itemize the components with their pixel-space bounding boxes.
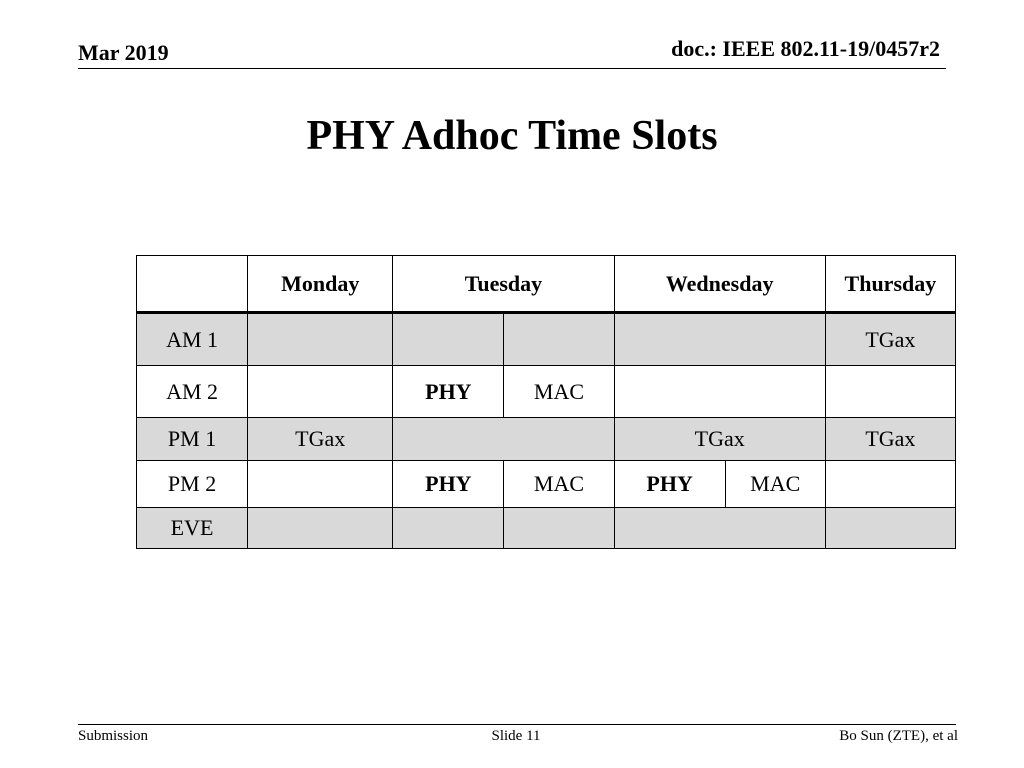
table-header-row <box>137 256 956 313</box>
cell-wednesday-b: MAC <box>725 461 825 508</box>
header-monday: Monday <box>248 256 393 313</box>
footer-divider <box>78 724 956 725</box>
cell-tuesday <box>393 418 614 461</box>
cell-monday <box>248 461 393 508</box>
slot-label: AM 1 <box>137 313 248 366</box>
cell-wednesday <box>614 508 825 549</box>
cell-tuesday-a <box>393 313 504 366</box>
cell-wednesday: TGax <box>614 418 825 461</box>
cell-thursday <box>825 508 955 549</box>
table-row <box>137 366 956 418</box>
cell-monday <box>248 508 393 549</box>
time-slot-table <box>136 255 956 549</box>
cell-thursday: TGax <box>825 418 955 461</box>
cell-tuesday-b <box>504 313 614 366</box>
footer-slide-number: Slide 11 <box>491 728 541 744</box>
cell-thursday: TGax <box>825 313 955 366</box>
slot-label: EVE <box>137 508 248 549</box>
footer-author: Bo Sun (ZTE), et al <box>839 728 958 744</box>
cell-wednesday-a: PHY <box>614 461 725 508</box>
header-date: Mar 2019 <box>78 40 169 65</box>
header-divider <box>78 68 946 69</box>
table-row <box>137 508 956 549</box>
cell-tuesday-a <box>393 508 504 549</box>
header-tuesday: Tuesday <box>393 256 614 313</box>
slide-title: PHY Adhoc Time Slots <box>306 113 718 159</box>
corner-cell <box>137 256 248 313</box>
cell-monday: TGax <box>248 418 393 461</box>
cell-thursday <box>825 366 955 418</box>
slot-label: AM 2 <box>137 366 248 418</box>
table-row <box>137 418 956 461</box>
slot-label: PM 1 <box>137 418 248 461</box>
cell-thursday <box>825 461 955 508</box>
cell-monday <box>248 366 393 418</box>
header-doc-id: doc.: IEEE 802.11-19/0457r2 <box>671 36 940 61</box>
slot-label: PM 2 <box>137 461 248 508</box>
cell-tuesday-b: MAC <box>504 366 614 418</box>
header-wednesday: Wednesday <box>614 256 825 313</box>
cell-tuesday-b: MAC <box>504 461 614 508</box>
cell-tuesday-b <box>504 508 614 549</box>
table-row <box>137 461 956 508</box>
footer-submission: Submission <box>78 728 149 744</box>
cell-wednesday <box>614 313 825 366</box>
cell-tuesday-a: PHY <box>393 461 504 508</box>
cell-wednesday <box>614 366 825 418</box>
header-thursday: Thursday <box>825 256 955 313</box>
table-row <box>137 313 956 366</box>
cell-monday <box>248 313 393 366</box>
cell-tuesday-a: PHY <box>393 366 504 418</box>
